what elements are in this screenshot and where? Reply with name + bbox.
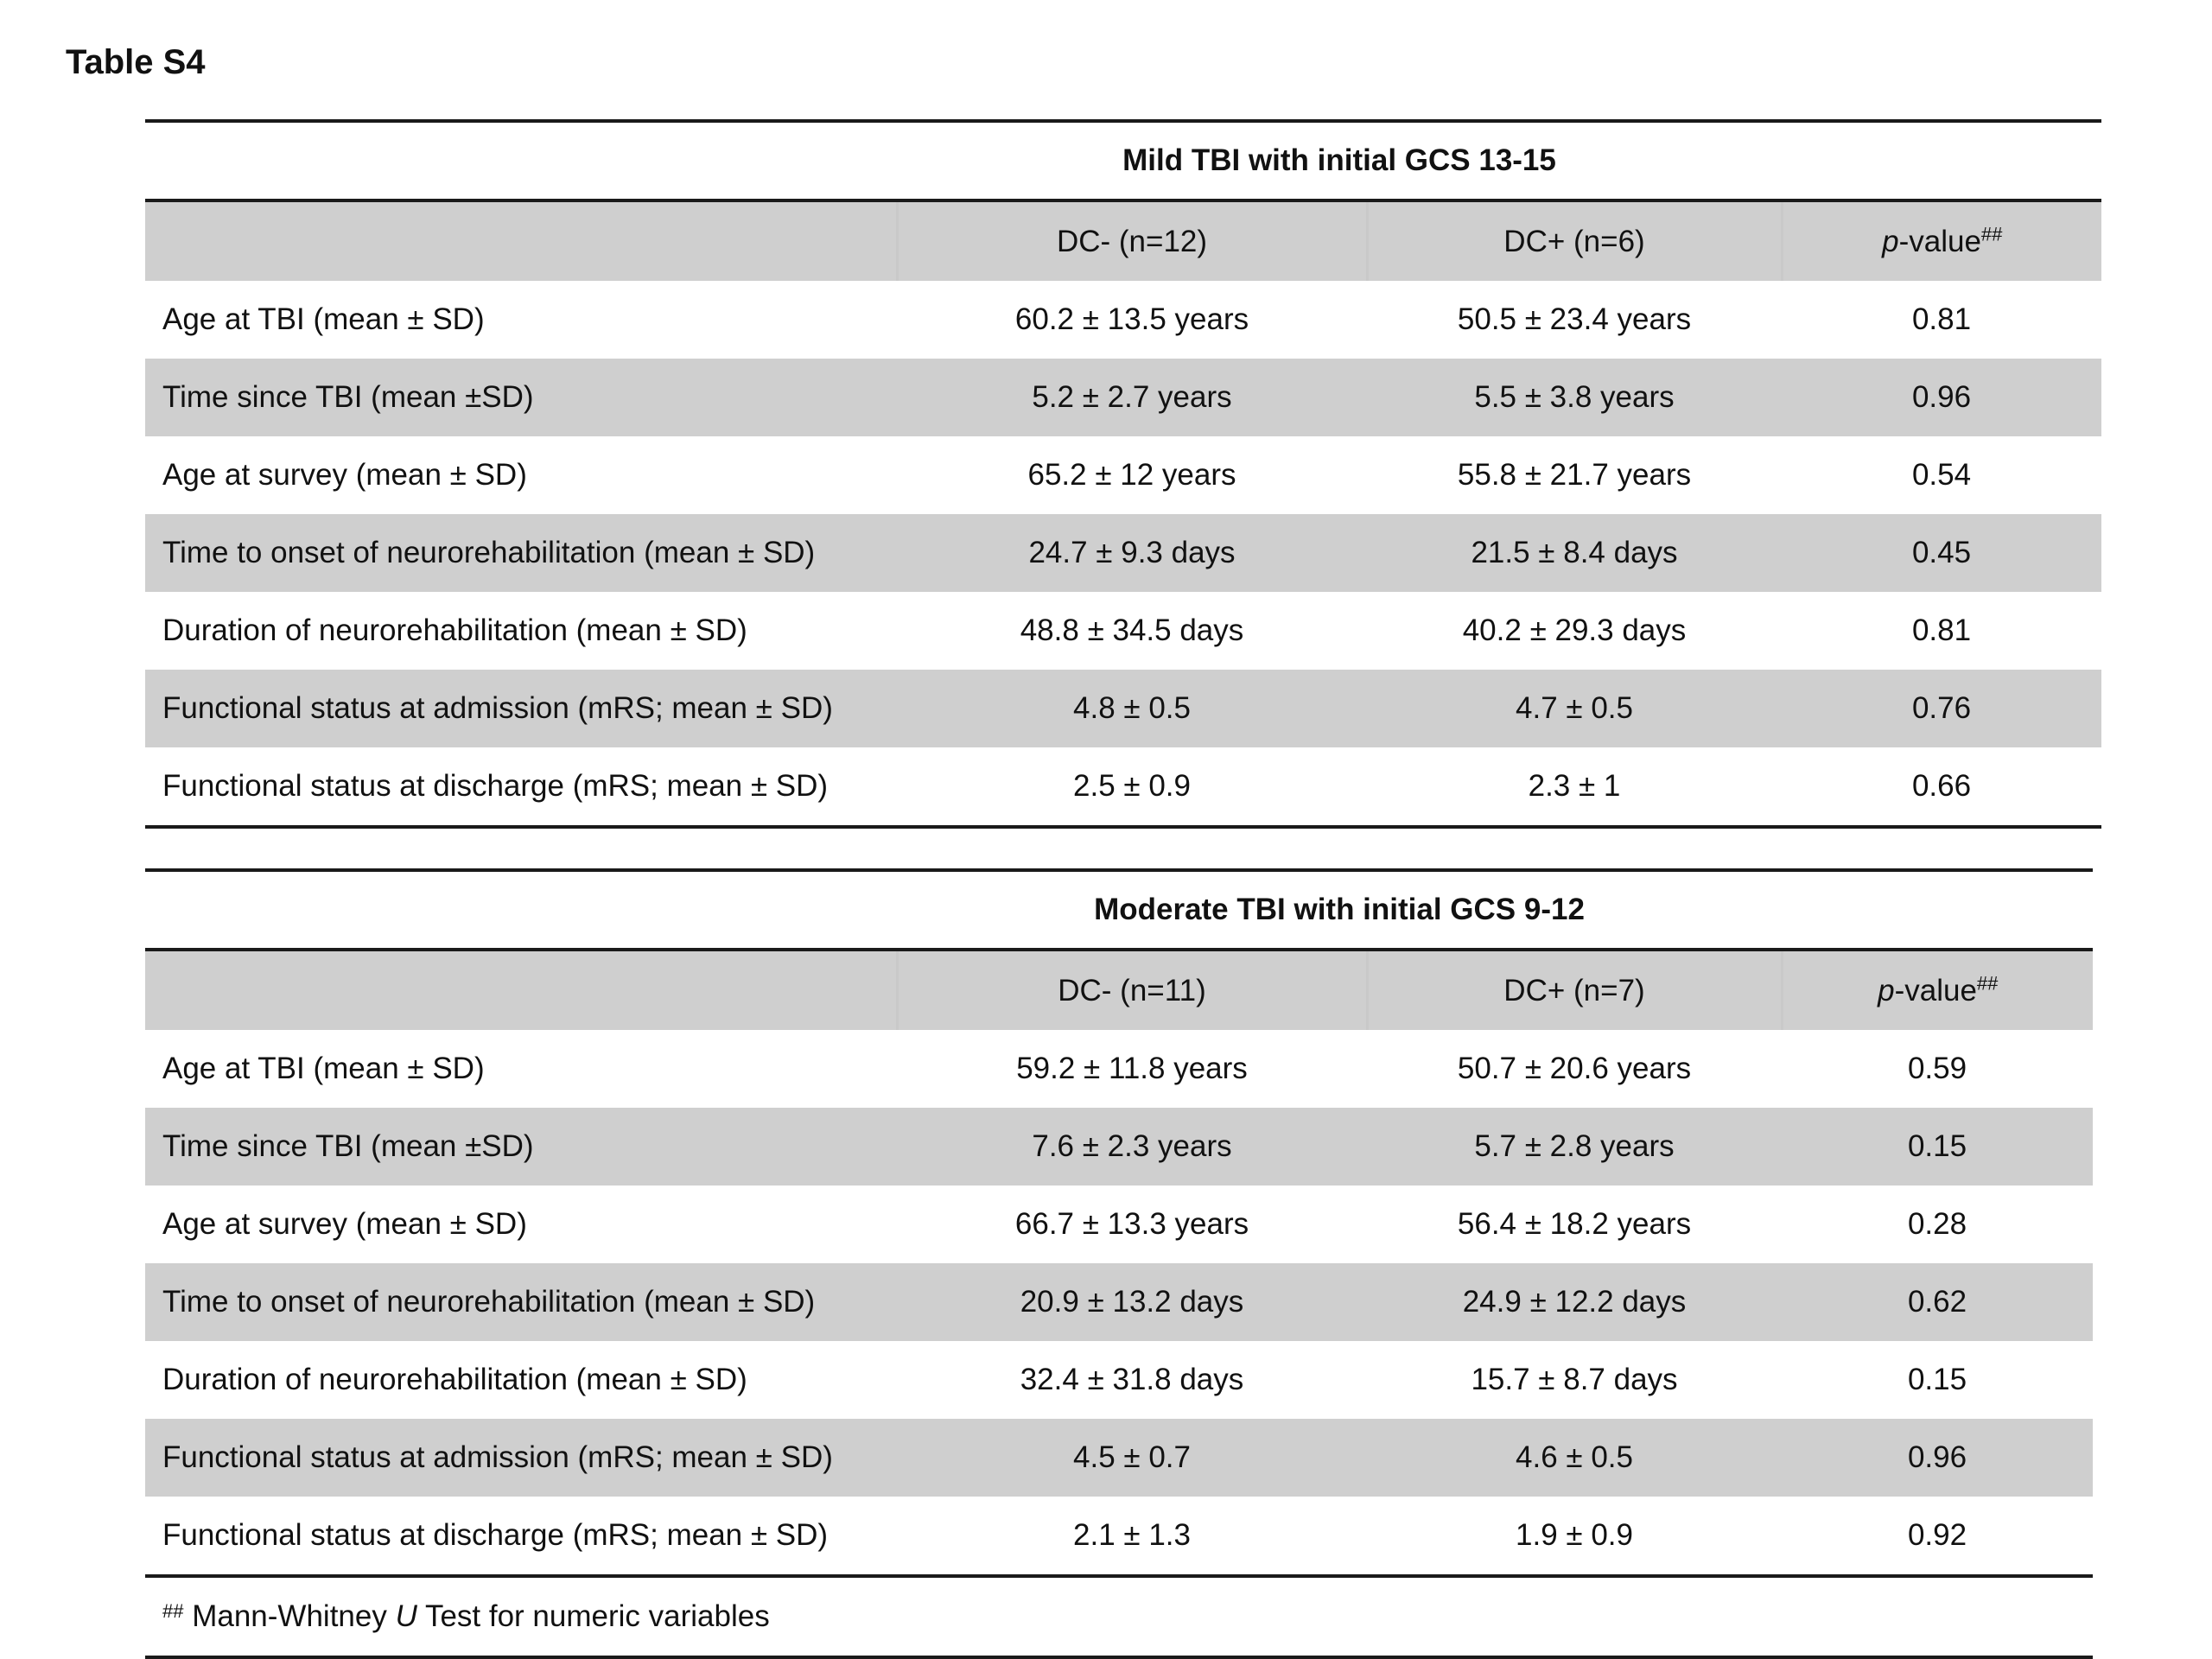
cell-p-value: 0.59 (1907, 1052, 1967, 1085)
cell-p-value: 0.96 (1782, 1419, 2093, 1497)
row-label: Functional status at discharge (mRS; mean ± SD) (145, 747, 897, 827)
cell-dc-negative: 65.2 ± 12 years (1027, 458, 1236, 492)
table-row (145, 436, 2101, 514)
cell-p-value: 0.96 (1782, 359, 2101, 436)
cell-p-value: 0.54 (1911, 458, 1972, 492)
cell-p-value: 0.15 (1907, 1363, 1967, 1396)
row-label: Duration of neurorehabilitation (mean ± SD) (162, 613, 747, 647)
header-label (145, 200, 897, 281)
caption-spacer-right (1782, 870, 2093, 950)
cell-dc-negative: 20.9 ± 13.2 days (897, 1263, 1367, 1341)
footnote-marker: ## (162, 1600, 184, 1622)
cell-dc-positive: 50.5 ± 23.4 years (1457, 302, 1692, 336)
cell-dc-positive: 4.7 ± 0.5 (1367, 670, 1782, 747)
table-row (145, 1030, 2093, 1108)
p-rest: -value (1894, 973, 1977, 1007)
cell-dc-negative: 59.2 ± 11.8 years (1016, 1052, 1248, 1085)
cell-p-value: 0.15 (1782, 1108, 2093, 1185)
cell-p-value: 0.66 (1782, 747, 2101, 827)
cell-dc-positive: 50.7 ± 20.6 years (1457, 1052, 1692, 1085)
cell-dc-positive: 21.5 ± 8.4 days (1367, 514, 1782, 592)
cell-dc-negative: 2.1 ± 1.3 (897, 1497, 1367, 1576)
cell-p-value: 0.92 (1782, 1497, 2093, 1576)
table-row (145, 1185, 2093, 1263)
table-caption: Mild TBI with initial GCS 13-15 (897, 121, 1782, 200)
p-superscript: ## (1976, 971, 1999, 994)
table-header-row (145, 200, 2101, 281)
row-label: Time since TBI (mean ±SD) (145, 1108, 897, 1185)
table-row (145, 281, 2101, 359)
table-footnote (145, 1576, 2093, 1657)
header-dc-negative: DC- (n=11) (897, 950, 1367, 1030)
cell-dc-positive: 55.8 ± 21.7 years (1457, 458, 1692, 492)
cell-dc-positive: 5.5 ± 3.8 years (1367, 359, 1782, 436)
row-label: Age at survey (mean ± SD) (162, 458, 527, 492)
p-rest: -value (1898, 224, 1981, 258)
table-caption-row (145, 870, 2093, 950)
p-italic: p (1878, 973, 1895, 1007)
table-row (145, 747, 2101, 827)
cell-p-value: 0.28 (1907, 1207, 1967, 1241)
row-label: Time since TBI (mean ±SD) (145, 359, 897, 436)
header-p-value (1782, 200, 2101, 281)
table-footnote-row (145, 1576, 2093, 1657)
footnote-text-after: Test for numeric variables (416, 1599, 770, 1633)
row-label: Functional status at discharge (mRS; mean ± SD) (145, 1497, 897, 1576)
mild-tbi-table (145, 119, 2101, 829)
p-superscript: ## (1980, 222, 2003, 245)
table-row (145, 1497, 2093, 1576)
table-header-row (145, 950, 2093, 1030)
cell-dc-positive: 4.6 ± 0.5 (1367, 1419, 1782, 1497)
table-row (145, 1263, 2093, 1341)
cell-dc-positive: 5.7 ± 2.8 years (1367, 1108, 1782, 1185)
cell-dc-negative: 4.8 ± 0.5 (897, 670, 1367, 747)
row-label: Time to onset of neurorehabilitation (mean ± SD) (145, 514, 897, 592)
header-dc-positive: DC+ (n=6) (1367, 200, 1782, 281)
caption-spacer-right (1782, 121, 2101, 200)
cell-dc-negative: 4.5 ± 0.7 (897, 1419, 1367, 1497)
cell-dc-negative: 60.2 ± 13.5 years (1014, 302, 1249, 336)
cell-p-value: 0.62 (1782, 1263, 2093, 1341)
cell-dc-negative: 7.6 ± 2.3 years (897, 1108, 1367, 1185)
table-row (145, 1419, 2093, 1497)
table-caption-row (145, 121, 2101, 200)
header-dc-negative: DC- (n=12) (897, 200, 1367, 281)
cell-p-value: 0.76 (1782, 670, 2101, 747)
table-row (145, 359, 2101, 436)
row-label: Functional status at admission (mRS; mean ± SD) (145, 670, 897, 747)
cell-p-value: 0.81 (1911, 302, 1972, 336)
cell-p-value: 0.45 (1782, 514, 2101, 592)
cell-p-value: 0.81 (1911, 613, 1972, 647)
row-label: Age at TBI (mean ± SD) (162, 302, 485, 336)
footnote-text-italic: U (395, 1599, 417, 1633)
header-dc-positive: DC+ (n=7) (1367, 950, 1782, 1030)
cell-dc-negative: 24.7 ± 9.3 days (897, 514, 1367, 592)
cell-dc-positive: 15.7 ± 8.7 days (1471, 1363, 1678, 1396)
page-title: Table S4 (66, 43, 206, 81)
table-row (145, 1341, 2093, 1419)
table-row (145, 592, 2101, 670)
table-caption: Moderate TBI with initial GCS 9-12 (897, 870, 1782, 950)
cell-dc-negative: 32.4 ± 31.8 days (1020, 1363, 1244, 1396)
cell-dc-positive: 24.9 ± 12.2 days (1367, 1263, 1782, 1341)
cell-dc-positive: 56.4 ± 18.2 years (1457, 1207, 1692, 1241)
cell-dc-negative: 66.7 ± 13.3 years (1014, 1207, 1249, 1241)
p-italic: p (1882, 224, 1899, 258)
table-row (145, 514, 2101, 592)
row-label: Duration of neurorehabilitation (mean ± SD) (162, 1363, 747, 1396)
cell-dc-positive: 1.9 ± 0.9 (1367, 1497, 1782, 1576)
caption-spacer (145, 121, 897, 200)
cell-dc-positive: 40.2 ± 29.3 days (1462, 613, 1687, 647)
row-label: Age at TBI (mean ± SD) (162, 1052, 485, 1085)
table-row (145, 1108, 2093, 1185)
cell-dc-negative: 5.2 ± 2.7 years (897, 359, 1367, 436)
caption-spacer (145, 870, 897, 950)
footnote-text-before: Mann-Whitney (183, 1599, 396, 1633)
cell-dc-negative: 2.5 ± 0.9 (897, 747, 1367, 827)
row-label: Time to onset of neurorehabilitation (mean ± SD) (145, 1263, 897, 1341)
row-label: Age at survey (mean ± SD) (162, 1207, 527, 1241)
header-p-value (1782, 950, 2093, 1030)
moderate-tbi-table (145, 868, 2093, 1659)
cell-dc-positive: 2.3 ± 1 (1367, 747, 1782, 827)
table-row (145, 670, 2101, 747)
row-label: Functional status at admission (mRS; mean ± SD) (145, 1419, 897, 1497)
cell-dc-negative: 48.8 ± 34.5 days (1020, 613, 1244, 647)
header-label (145, 950, 897, 1030)
